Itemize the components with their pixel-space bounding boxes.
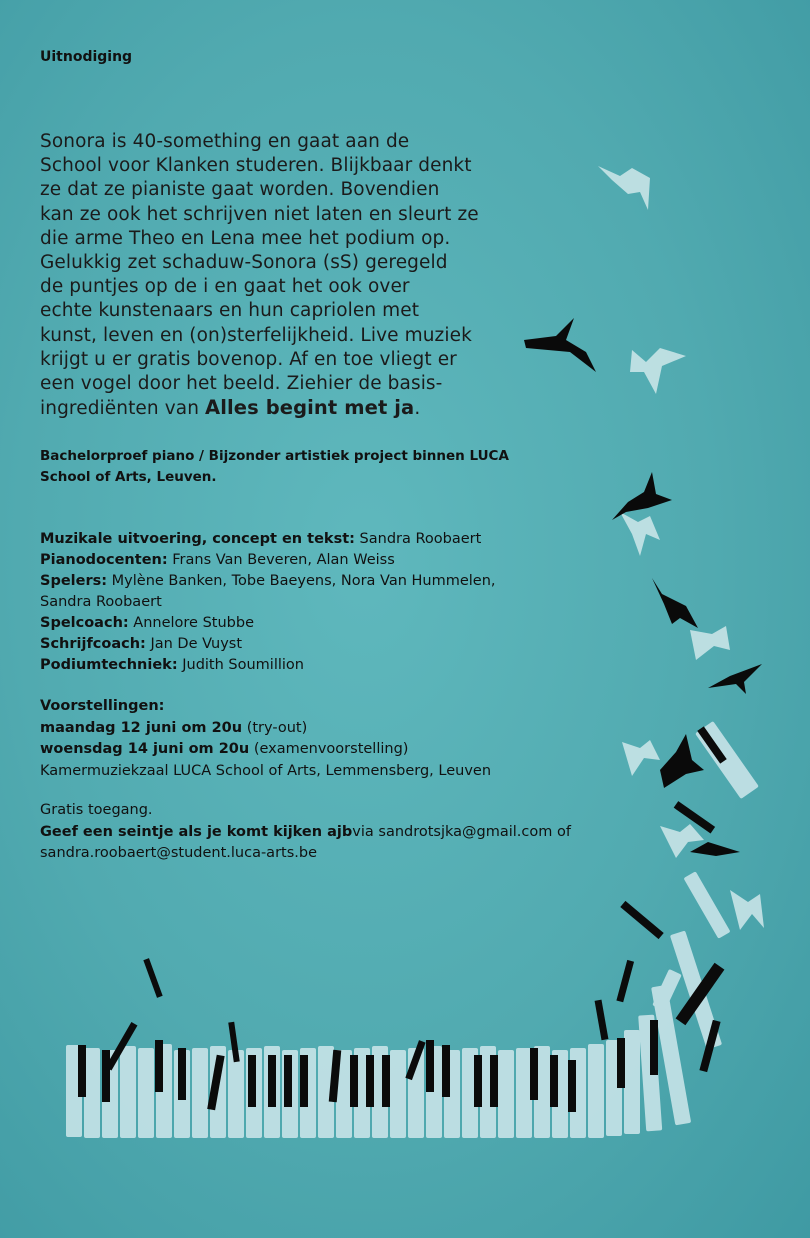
credit-label: Pianodocenten: [40, 552, 168, 568]
credit-playcoach [40, 613, 560, 634]
intro-line: School voor Klanken studeren. Blijkbaar denkt [40, 155, 472, 177]
subtitle-line: School of Arts, Leuven. [40, 469, 217, 485]
intro-line-suffix: . [414, 398, 421, 420]
credit-teachers [40, 550, 560, 571]
intro-line: kunst, leven en (on)sterfelijkheid. Live muziek [40, 324, 472, 346]
show-title: Alles begint met ja [205, 396, 415, 420]
intro-last-line [40, 396, 540, 421]
credit-writecoach [40, 634, 560, 655]
free-entry: Gratis toegang. [40, 802, 153, 818]
rsvp-email-1[interactable]: via sandrotsjka@gmail.com of [352, 823, 571, 840]
intro-line-prefix: ingrediënten van [40, 398, 206, 420]
invitation-label: Uitnodiging [40, 49, 133, 65]
credit-players-continued: Sandra Roobaert [40, 594, 162, 610]
intro-line: kan ze ook het schrijven niet laten en sleurt ze [40, 203, 479, 225]
performances-heading-text: Voorstellingen: [40, 698, 165, 714]
credit-tech [40, 655, 560, 676]
intro-line: Sonora is 40-something en gaat aan de [40, 131, 410, 152]
intro-line: de puntjes op de i en gaat het ook over [40, 276, 410, 298]
venue: Kamermuziekzaal LUCA School of Arts, Lemmensberg, Leuven [40, 762, 492, 779]
intro-line: die arme Theo en Lena mee het podium op. [40, 227, 451, 249]
rsvp-email-2[interactable]: sandra.roobaert@student.luca-arts.be [40, 845, 318, 861]
credit-value: Sandra Roobaert [359, 531, 482, 547]
performance-note: (try-out) [246, 719, 308, 736]
credit-players [40, 571, 560, 592]
performance-date: woensdag 14 juni om 20u [40, 741, 250, 757]
credits-list [40, 529, 560, 676]
credit-concept [40, 529, 560, 550]
performances-heading [40, 696, 560, 718]
intro-line: Gelukkig zet schaduw-Sonora (sS) geregeld [40, 252, 448, 274]
credit-value: Annelore Stubbe [133, 615, 254, 631]
rsvp-text: Geef een seintje als je komt kijken ajb [40, 823, 353, 840]
rsvp-line [40, 822, 600, 844]
subtitle-line: Bachelorproef piano / Bijzonder artistiek project binnen LUCA [40, 448, 509, 464]
intro-line: echte kunstenaars en hun capriolen met [40, 300, 420, 322]
performance-1 [40, 718, 560, 740]
performance-note: (examenvoorstelling) [253, 741, 409, 757]
intro-line: een vogel door het beeld. Ziehier de basis- [40, 373, 443, 395]
credit-label: Schrijfcoach: [40, 636, 146, 652]
credit-label: Spelers: [40, 573, 108, 589]
credit-value: Judith Soumillion [182, 657, 304, 673]
performance-date: maandag 12 juni om 20u [40, 719, 243, 736]
performances [40, 696, 560, 782]
credit-value: Mylène Banken, Tobe Baeyens, Nora Van Hummelen, [111, 573, 496, 589]
intro-line: krijgt u er gratis bovenop. Af en toe vliegt er [40, 348, 457, 370]
performance-2 [40, 739, 560, 761]
intro-line: ze dat ze pianiste gaat worden. Bovendien [40, 179, 440, 201]
credit-label: Podiumtechniek: [40, 657, 178, 673]
intro-text [40, 130, 540, 421]
credit-label: Spelcoach: [40, 615, 129, 631]
project-subtitle [40, 446, 530, 488]
contact-info [40, 800, 600, 865]
credit-value: Jan De Vuyst [150, 636, 243, 652]
credit-value: Frans Van Beveren, Alan Weiss [172, 552, 395, 568]
light-birds [598, 166, 764, 930]
credit-label: Muzikale uitvoering, concept en tekst: [40, 531, 355, 547]
